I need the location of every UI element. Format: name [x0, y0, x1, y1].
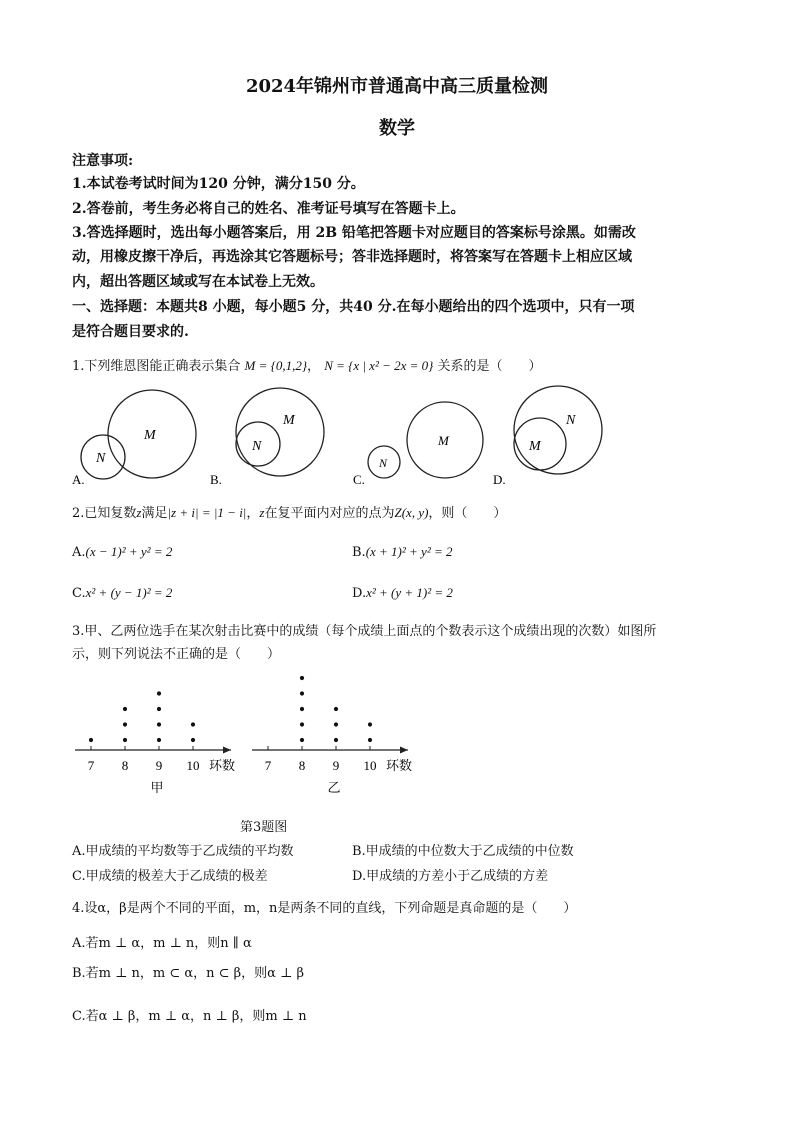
q1-venn-diagrams: [70, 382, 630, 490]
data-dot: [334, 722, 338, 726]
data-dot: [157, 738, 161, 742]
axis-arrow: [223, 747, 231, 754]
q3-option-d: D.甲成绩的方差小于乙成绩的方差: [352, 869, 549, 884]
q4-stem: 4.设α，β是两个不同的平面，m，n是两条不同的直线，下列命题是真命题的是（ ）: [72, 901, 577, 916]
venn-a-m-label: M: [144, 428, 156, 443]
notice-heading: 注意事项:: [72, 153, 134, 169]
venn-d-m-label: M: [529, 439, 541, 454]
q2-option-b: B.(x + 1)² + y² = 2: [352, 544, 453, 560]
q3-stem-line1: 3.甲、乙两位选手在某次射击比赛中的成绩（每个成绩上面点的个数表示这个成绩出现的次数）如图所: [72, 624, 657, 639]
q2-option-a: A.(x − 1)² + y² = 2: [72, 544, 173, 560]
tick-label: 7: [264, 758, 272, 773]
q3-caption: 第3题图: [240, 820, 288, 835]
notice-item: 1.本试卷考试时间为120 分钟，满分150 分。: [72, 176, 365, 192]
x-axis-label: 环数: [386, 758, 413, 773]
data-dot: [191, 722, 195, 726]
venn-option-d: [493, 386, 602, 487]
tick-label: 9: [332, 758, 340, 773]
notice-item: 3.答选择题时，选出每小题答案后，用 2B 铅笔把答题卡对应题目的答案标号涂黑。如需改: [72, 225, 636, 241]
option-b-label: B.: [210, 472, 222, 487]
q2-option-c: C.x² + (y − 1)² = 2: [72, 585, 173, 601]
data-dot: [300, 707, 304, 711]
data-dot: [334, 738, 338, 742]
venn-option-b: [210, 388, 324, 487]
section-heading-cont: 是符合题目要求的.: [72, 324, 189, 340]
venn-d-n-label: N: [566, 413, 576, 428]
section-heading: 一、选择题：本题共8 小题，每小题5 分，共40 分.在每小题给出的四个选项中，只有一项: [72, 299, 635, 315]
venn-a-n-label: N: [96, 451, 106, 466]
data-dot: [123, 738, 127, 742]
notice-item: 动，用橡皮擦干净后，再选涂其它答题标号；答非选择题时，将答案写在答题卡上相应区域: [72, 249, 632, 265]
q3-option-c: C.甲成绩的极差大于乙成绩的极差: [72, 869, 268, 884]
data-dot: [334, 707, 338, 711]
tick-label: 10: [186, 758, 200, 773]
page-title: 2024年锦州市普通高中高三质量检测: [245, 76, 549, 97]
series-name: 乙: [327, 780, 341, 795]
venn-option-a: [72, 390, 196, 487]
q2-option-d: D.x² + (y + 1)² = 2: [352, 585, 453, 601]
tick-label: 7: [87, 758, 95, 773]
q1-stem: 1.下列维恩图能正确表示集合 M = {0,1,2}， N = {x | x² − 2x = 0} 关系的是（ ）: [72, 358, 542, 374]
data-dot: [368, 722, 372, 726]
data-dot: [89, 738, 93, 742]
venn-b-n-label: N: [252, 439, 262, 454]
tick-label: 9: [155, 758, 163, 773]
series-name: 甲: [150, 780, 164, 795]
data-dot: [157, 722, 161, 726]
tick-label: 8: [298, 758, 306, 773]
q3-option-b: B.甲成绩的中位数大于乙成绩的中位数: [352, 844, 574, 859]
q4-option-b: B.若m ⊥ n，m ⊂ α，n ⊂ β，则α ⊥ β: [72, 966, 304, 981]
notice-item: 内，超出答题区域或写在本试卷上无效。: [72, 274, 324, 290]
q3-dot-plots: [70, 668, 430, 798]
axis-arrow: [400, 747, 408, 754]
q2-stem: 2.已知复数z满足|z + i| = |1 − i|，z在复平面内对应的点为Z(x, y)，则（ ）: [72, 505, 507, 521]
notice-item: 2.答卷前，考生务必将自己的姓名、准考证号填写在答题卡上。: [72, 201, 465, 217]
data-dot: [157, 691, 161, 695]
data-dot: [368, 738, 372, 742]
venn-option-c: [353, 402, 483, 487]
subject-title: 数学: [379, 118, 415, 139]
q4-option-a: A.若m ⊥ α，m ⊥ n，则n ∥ α: [72, 936, 252, 951]
data-dot: [300, 676, 304, 680]
x-axis-label: 环数: [209, 758, 236, 773]
q4-option-c: C.若α ⊥ β，m ⊥ α，n ⊥ β，则m ⊥ n: [72, 1009, 307, 1024]
option-c-label: C.: [353, 472, 365, 487]
option-a-label: A.: [72, 472, 85, 487]
option-d-label: D.: [493, 472, 506, 487]
data-dot: [191, 738, 195, 742]
data-dot: [157, 707, 161, 711]
data-dot: [300, 722, 304, 726]
data-dot: [300, 691, 304, 695]
venn-b-m-label: M: [283, 413, 295, 428]
data-dot: [300, 738, 304, 742]
venn-c-m-label: M: [438, 433, 449, 448]
q3-option-a: A.甲成绩的平均数等于乙成绩的平均数: [72, 844, 294, 859]
tick-label: 10: [363, 758, 377, 773]
data-dot: [123, 707, 127, 711]
data-dot: [123, 722, 127, 726]
q3-stem-line2: 示，则下列说法不正确的是（ ）: [72, 647, 281, 662]
tick-label: 8: [121, 758, 129, 773]
venn-c-n-label: N: [379, 456, 388, 470]
